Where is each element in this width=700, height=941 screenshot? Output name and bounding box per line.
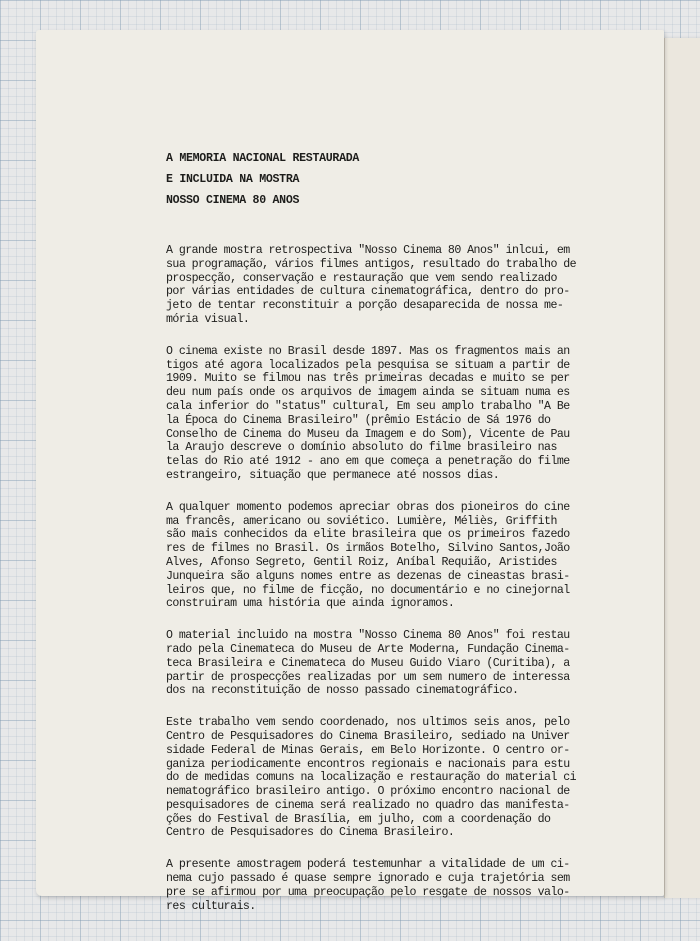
text-line: Centro de Pesquisadores do Cinema Brasileiro. [166,826,455,840]
text-line: A presente amostragem poderá testemunhar a vitalidade de um ci- [166,858,570,872]
text-line: O cinema existe no Brasil desde 1897. Mas os fragmentos mais an [166,344,570,358]
text-line: jeto de tentar reconstituir a porção desaparecida de nossa me- [166,299,564,313]
text-line: sua programação, vários filmes antigos, resultado do trabalho de [166,257,577,271]
text-line: Conselho de Cinema do Museu da Imagem e do Som), Vicente de Pau [166,427,570,441]
text-line: do de medidas comuns na localização e restauração do material ci [166,771,577,785]
paragraph-5 [166,716,664,840]
text-line: construiram uma história que ainda ignoramos. [166,597,455,611]
text-line: teca Brasileira e Cinemateca do Museu Guido Viaro (Curitiba), a [166,656,570,670]
paragraph-4 [166,629,664,698]
paragraph-6 [166,858,664,913]
text-line: estrangeiro, situação que permanece até nossos dias. [166,468,500,482]
text-line: A grande mostra retrospectiva "Nosso Cinema 80 Anos" inlcui, em [166,244,570,257]
document-sheet [36,30,664,913]
text-line: sidade Federal de Minas Gerais, em Belo Horizonte. O centro or- [166,743,570,757]
text-line: 1909. Muito se filmou nas três primeiras decadas e muito se per [166,372,570,386]
text-line: nematográfico brasileiro antigo. O próximo encontro nacional de [166,785,570,799]
text-line: são mais conhecidos da elite brasileira que os primeiros fazedo [166,528,570,542]
text-line: partir de prospecções realizadas por um sem numero de interessa [166,670,570,684]
heading-line: E INCLUIDA NA MOSTRA [166,173,300,186]
text-line: leiros que, no filme de ficção, no documentário e no cinejornal [166,583,570,597]
text-line: ganiza periodicamente encontros regionais e nacionais para estu [166,757,570,771]
text-line: cala inferior do "status" cultural, Em seu amplo trabalho "A Be [166,399,570,413]
paragraph-1 [166,244,664,327]
text-line: Centro de Pesquisadores do Cinema Brasileiro, sediado na Univer [166,729,570,743]
paragraph-2 [166,345,664,483]
text-line: por várias entidades de cultura cinematográfica, dentro do pro- [166,285,570,299]
next-page-edge [664,38,700,898]
document-heading [166,148,664,211]
text-line: telas do Rio até 1912 - ano em que começa a penetração do filme [166,455,570,469]
text-line: Junqueira são alguns nomes entre as dezenas de cineastas brasi- [166,569,570,583]
text-line: res culturais. [166,899,256,913]
paragraph-3 [166,501,664,611]
text-line: ma francês, americano ou soviético. Lumière, Méliès, Griffith [166,514,557,528]
text-line: ções do Festival de Brasília, em julho, com a coordenação do [166,812,551,826]
text-line: Este trabalho vem sendo coordenado, nos ultimos seis anos, pelo [166,716,570,730]
text-line: mória visual. [166,312,250,326]
text-line: la Época do Cinema Brasileiro" (prêmio Estácio de Sá 1976 do [166,413,551,427]
heading-line: NOSSO CINEMA 80 ANOS [166,194,300,207]
text-line: dos na reconstituição de nosso passado cinematográfico. [166,684,519,698]
text-line: O material incluido na mostra "Nosso Cinema 80 Anos" foi restau [166,629,570,643]
text-line: res de filmes no Brasil. Os irmãos Botelho, Silvino Santos,João [166,542,570,556]
text-line: pesquisadores de cinema será realizado no quadro das manifesta- [166,798,570,812]
heading-line: A MEMORIA NACIONAL RESTAURADA [166,152,360,165]
text-line: nema cujo passado é quase sempre ignorado e cuja trajetória sem [166,872,570,886]
text-line: deu num país onde os arquivos de imagem ainda se situam numa es [166,386,570,400]
text-line: pre se afirmou por uma preocupação pelo resgate de nossos valo- [166,885,570,899]
text-line: Alves, Afonso Segreto, Gentil Roiz, Aníbal Requião, Aristides [166,555,557,569]
document-text [166,148,664,931]
text-line: rado pela Cinemateca do Museu de Arte Moderna, Fundação Cinema- [166,642,570,656]
text-line: prospecção, conservação e restauração que vem sendo realizado [166,271,557,285]
text-line: la Araujo descreve o domínio absoluto do filme brasileiro nas [166,441,557,455]
text-line: A qualquer momento podemos apreciar obras dos pioneiros do cine [166,500,570,514]
text-line: tigos até agora localizados pela pesquisa se situam a partir de [166,358,570,372]
